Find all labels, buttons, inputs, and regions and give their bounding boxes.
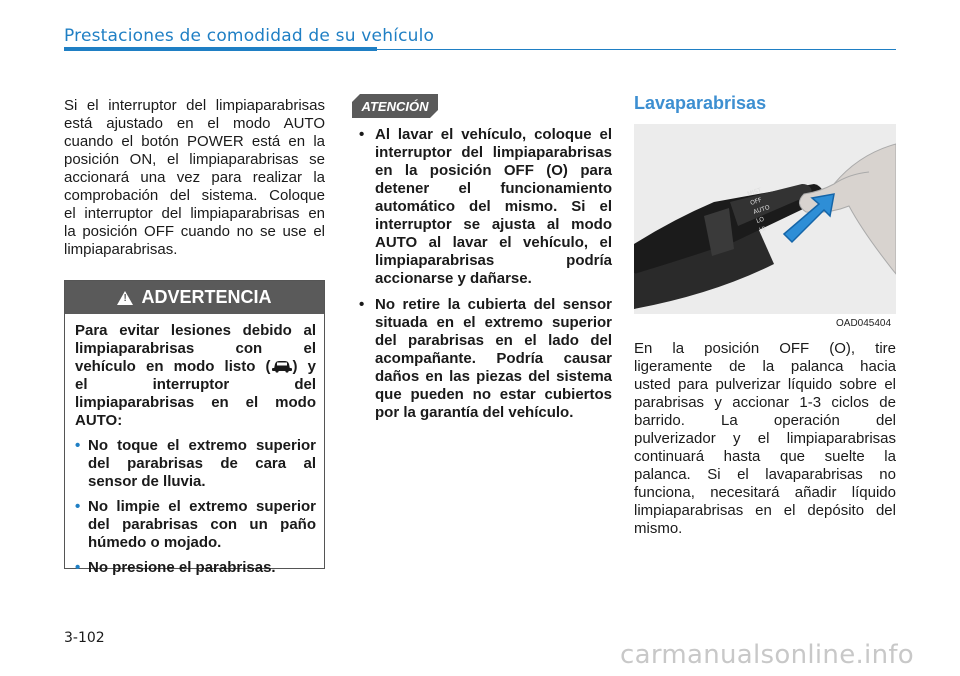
text-line: el interruptor del <box>75 376 316 393</box>
text-line: comprobación del sistema. Coloque <box>64 187 325 204</box>
text-line: funciona, necesitará añadir líquido <box>634 484 896 501</box>
text-line: En la posición OFF (O), tire <box>634 340 896 357</box>
text-line: interruptor del limpiaparabrisas <box>375 144 612 161</box>
text-line: accionarse y dañarse. <box>375 270 532 287</box>
text-line: automático del mismo. Si el <box>375 198 612 215</box>
text-fragment: ) y <box>292 358 316 375</box>
text-line: No toque el extremo superior <box>88 437 316 454</box>
text-line: AUTO al lavar el vehículo, el <box>375 234 612 251</box>
text-line: húmedo o mojado. <box>88 534 222 551</box>
text-line: la posición OFF cuando no se use el <box>64 223 325 240</box>
intro-paragraph <box>64 97 325 259</box>
bullet-dot-icon: • <box>359 296 365 313</box>
bullet-dot-icon: • <box>359 126 365 143</box>
text-line: el interruptor del limpiaparabrisas en <box>64 205 325 222</box>
caution-item <box>359 126 612 288</box>
warning-triangle-icon <box>117 291 133 305</box>
bullet-dot-icon: • <box>75 559 81 576</box>
header-rule-thin <box>377 49 896 50</box>
section-header-title: Prestaciones de comodidad de su vehículo <box>64 26 435 46</box>
text-line: está ajustado en el modo AUTO <box>64 115 325 132</box>
text-fragment: vehículo en modo listo ( <box>75 358 271 375</box>
text-line <box>75 358 316 376</box>
text-line: No retire la cubierta del sensor <box>375 296 612 313</box>
page-number: 3-102 <box>64 630 105 646</box>
site-watermark: carmanualsonline.info <box>620 640 915 670</box>
bullet-dot-icon: • <box>75 437 81 454</box>
text-line: sensor de lluvia. <box>88 473 206 490</box>
text-line: limpiaparabrisas con el <box>75 340 316 357</box>
bullet-dot-icon: • <box>75 498 81 515</box>
text-line: ligeramente de la palanca hacia <box>634 358 896 375</box>
text-line: interruptor se ajusta al modo <box>375 216 612 233</box>
header-rule-thick <box>64 47 377 51</box>
text-line: AUTO: <box>75 412 123 429</box>
text-line: No limpie el extremo superior <box>88 498 316 515</box>
text-line: usted para pulverizar líquido sobre el <box>634 376 896 393</box>
warning-header <box>65 281 324 314</box>
text-line: del parabrisas con un paño <box>88 516 316 533</box>
text-line: acompañante. Podría causar <box>375 350 612 367</box>
text-line: No presione el parabrisas. <box>88 559 276 576</box>
switch-label-mist: MIST <box>746 186 763 198</box>
text-line: cuando el botón POWER está en la <box>64 133 325 150</box>
text-line: parabrisas y accionar 1-3 ciclos de <box>634 394 896 411</box>
caution-badge <box>352 94 438 118</box>
text-line: limpiaparabrisas en el depósito del <box>634 502 896 519</box>
washer-paragraph <box>634 340 896 538</box>
text-line: daños en las piezas del sistema <box>375 368 612 385</box>
text-line: detener el funcionamiento <box>375 180 612 197</box>
text-line: continuará hasta que suelte la <box>634 448 896 465</box>
text-line: por la garantía del vehículo. <box>375 404 574 421</box>
switch-label-lo: LO <box>755 215 766 225</box>
text-line: limpiaparabrisas en el modo <box>75 394 316 411</box>
text-line: posición ON, el limpiaparabrisas se <box>64 151 325 168</box>
text-line: palanca. Si el lavaparabrisas no <box>634 466 896 483</box>
warning-item <box>75 498 316 552</box>
text-line: Al lavar el vehículo, coloque el <box>375 126 612 143</box>
ready-car-icon <box>271 359 293 373</box>
caution-list <box>359 126 612 422</box>
wiper-lever-illustration <box>634 124 896 314</box>
text-line: pulverizador y el limpiaparabrisas <box>634 430 896 447</box>
text-line: limpiaparabrisas. <box>64 241 178 258</box>
warning-item <box>75 437 316 491</box>
switch-label-auto: AUTO <box>752 204 771 216</box>
wiper-lever-drawing <box>634 124 896 314</box>
warning-item <box>75 559 316 577</box>
text-line: en la posición OFF (O) para <box>375 162 612 179</box>
text-line: Para evitar lesiones debido al <box>75 322 316 339</box>
image-code: OAD045404 <box>836 318 892 329</box>
text-line: mismo. <box>634 520 683 537</box>
text-line: del parabrisas de cara al <box>88 455 316 472</box>
text-line: limpiaparabrisas podría <box>375 252 612 269</box>
text-line: barrido. La operación del <box>634 412 896 429</box>
washer-section-title: Lavaparabrisas <box>634 93 767 113</box>
caution-label: ATENCIÓN <box>361 98 429 114</box>
switch-label-hi: HI <box>758 225 767 234</box>
text-line: del parabrisas en el lado del <box>375 332 612 349</box>
text-line: accionará una vez para realizar la <box>64 169 325 186</box>
caution-item <box>359 296 612 422</box>
warning-heading: ADVERTENCIA <box>141 287 272 307</box>
text-line: situada en el extremo superior <box>375 314 612 331</box>
text-line: Si el interruptor del limpiaparabrisas <box>64 97 325 114</box>
warning-box <box>64 280 325 576</box>
switch-label-off: OFF <box>749 196 763 207</box>
warning-body <box>65 314 324 577</box>
text-line: que pueden no estar cubiertos <box>375 386 612 403</box>
